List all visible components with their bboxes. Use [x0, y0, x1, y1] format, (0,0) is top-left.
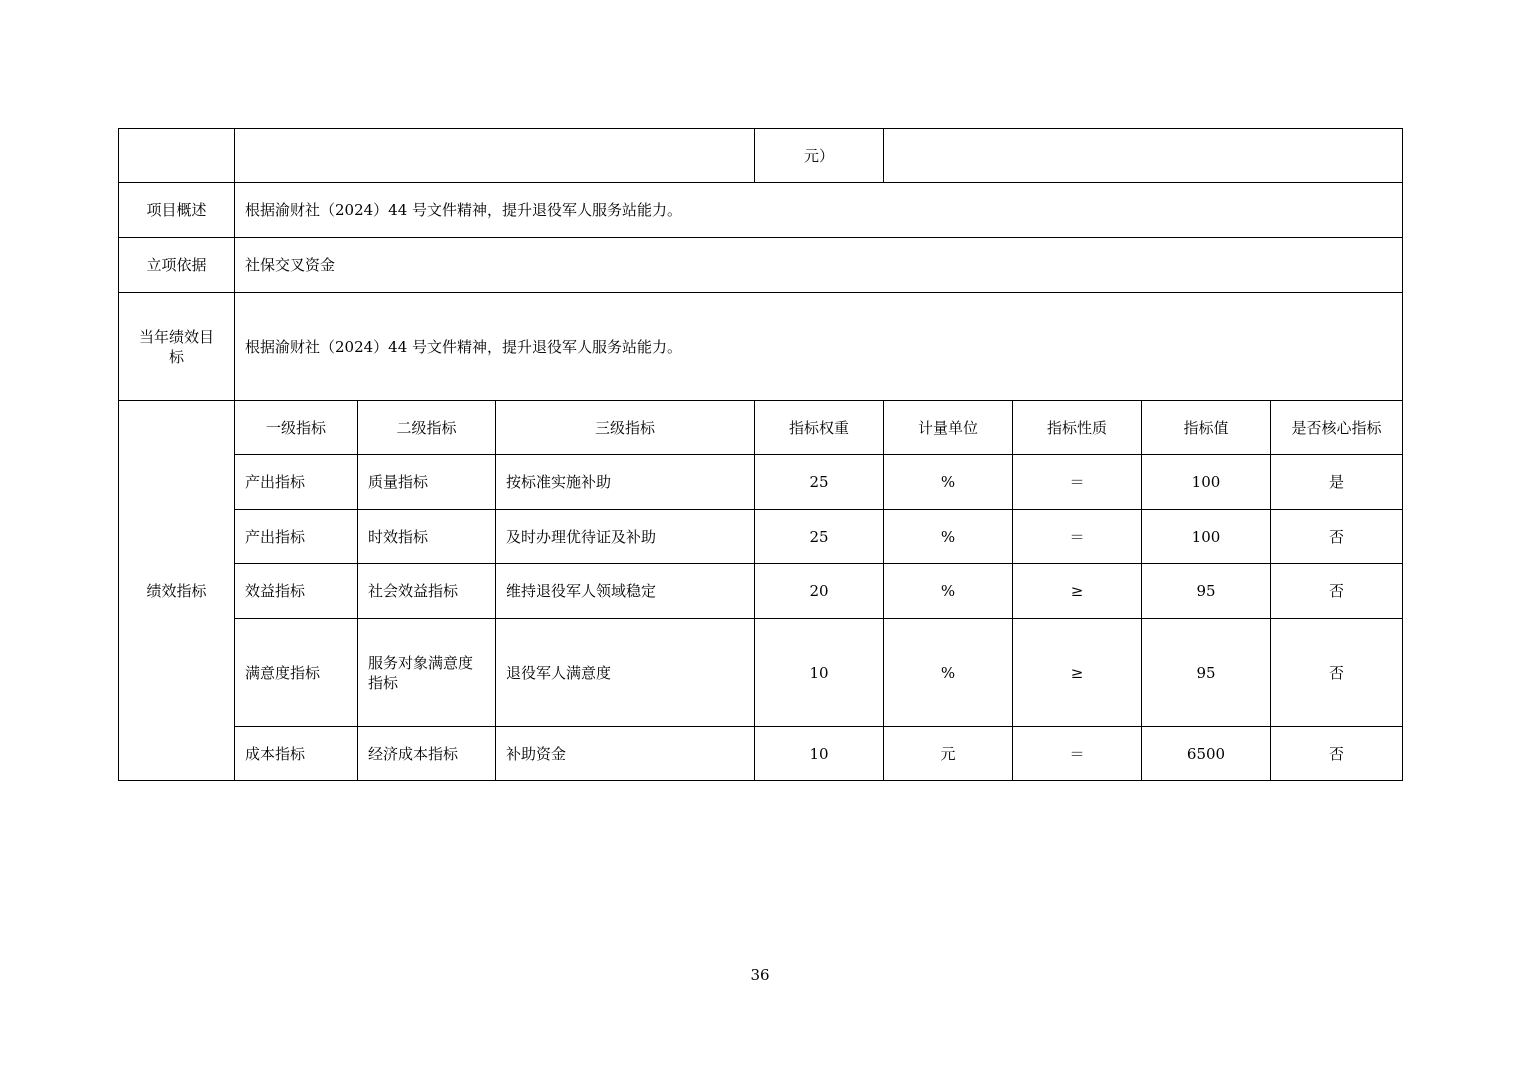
value-cell: 95: [1142, 619, 1271, 727]
unit-cell: 元: [884, 727, 1013, 781]
table-row: [119, 619, 1403, 727]
level1-cell: 产出指标: [235, 455, 358, 510]
level1-cell: 效益指标: [235, 564, 358, 619]
column-header: 是否核心指标: [1271, 401, 1403, 455]
performance-table: [118, 128, 1403, 781]
level2-cell: 质量指标: [358, 455, 496, 510]
level3-cell: 退役军人满意度: [496, 619, 755, 727]
unit-cell: %: [884, 564, 1013, 619]
goal-text: 根据渝财社（2024）44 号文件精神，提升退役军人服务站能力。: [235, 293, 1403, 401]
column-header: 指标值: [1142, 401, 1271, 455]
nature-cell: ＝: [1013, 510, 1142, 564]
table-row: [119, 293, 1403, 401]
value-cell: 95: [1142, 564, 1271, 619]
level2-line1: 服务对象满意度: [368, 653, 474, 672]
unit-fragment-cell: 元）: [755, 129, 884, 183]
core-cell: 否: [1271, 510, 1403, 564]
level3-cell: 维持退役军人领域稳定: [496, 564, 755, 619]
goal-label: [119, 293, 235, 401]
column-header: 一级指标: [235, 401, 358, 455]
nature-cell: ≥: [1013, 619, 1142, 727]
table-row: [119, 564, 1403, 619]
weight-cell: 25: [755, 455, 884, 510]
level3-cell: 及时办理优待证及补助: [496, 510, 755, 564]
overview-label: 项目概述: [119, 183, 235, 238]
unit-cell: %: [884, 455, 1013, 510]
goal-label-line1: 当年绩效目: [138, 327, 214, 346]
unit-cell: %: [884, 619, 1013, 727]
indicators-label: 绩效指标: [119, 401, 235, 781]
empty-cell: [884, 129, 1403, 183]
level2-cell: 时效指标: [358, 510, 496, 564]
table-row: [119, 455, 1403, 510]
table-row: [119, 510, 1403, 564]
basis-text: 社保交叉资金: [235, 238, 1403, 293]
goal-label-line2: 标: [168, 347, 184, 366]
nature-cell: ≥: [1013, 564, 1142, 619]
column-header: 计量单位: [884, 401, 1013, 455]
value-cell: 6500: [1142, 727, 1271, 781]
column-header: 二级指标: [358, 401, 496, 455]
column-header: 指标权重: [755, 401, 884, 455]
empty-cell: [119, 129, 235, 183]
value-cell: 100: [1142, 510, 1271, 564]
table-row: [119, 183, 1403, 238]
level1-cell: 满意度指标: [235, 619, 358, 727]
unit-cell: %: [884, 510, 1013, 564]
value-cell: 100: [1142, 455, 1271, 510]
table-row: [119, 727, 1403, 781]
empty-cell: [235, 129, 755, 183]
basis-label: 立项依据: [119, 238, 235, 293]
level2-cell: 社会效益指标: [358, 564, 496, 619]
level2-cell: 经济成本指标: [358, 727, 496, 781]
level3-cell: 按标准实施补助: [496, 455, 755, 510]
nature-cell: ＝: [1013, 727, 1142, 781]
level3-cell: 补助资金: [496, 727, 755, 781]
weight-cell: 25: [755, 510, 884, 564]
level1-cell: 成本指标: [235, 727, 358, 781]
nature-cell: ＝: [1013, 455, 1142, 510]
table-row: [119, 238, 1403, 293]
overview-text: 根据渝财社（2024）44 号文件精神，提升退役军人服务站能力。: [235, 183, 1403, 238]
level1-cell: 产出指标: [235, 510, 358, 564]
level2-line2: 指标: [368, 673, 399, 692]
page-number: 36: [750, 966, 770, 984]
core-cell: 否: [1271, 619, 1403, 727]
table-header-row: [119, 401, 1403, 455]
weight-cell: 20: [755, 564, 884, 619]
weight-cell: 10: [755, 727, 884, 781]
core-cell: 是: [1271, 455, 1403, 510]
weight-cell: 10: [755, 619, 884, 727]
table-row: [119, 129, 1403, 183]
column-header: 指标性质: [1013, 401, 1142, 455]
column-header: 三级指标: [496, 401, 755, 455]
level2-cell: [358, 619, 496, 727]
core-cell: 否: [1271, 564, 1403, 619]
core-cell: 否: [1271, 727, 1403, 781]
